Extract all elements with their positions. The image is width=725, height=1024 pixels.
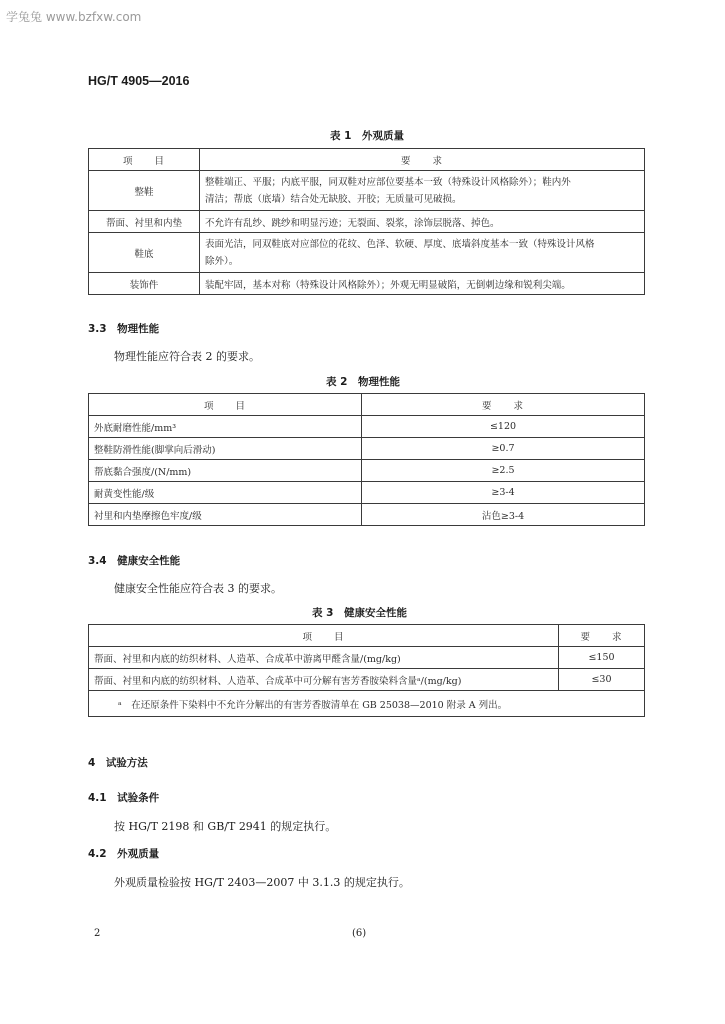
table-row [89, 273, 645, 295]
table1-item: 鞋底 [89, 233, 200, 273]
section-4-heading: 4 试验方法 [88, 757, 148, 769]
section-4-2-text: 外观质量检验按 HG/T 2403—2007 中 3.1.3 的规定执行。 [114, 876, 410, 889]
table2-item: 衬里和内垫摩擦色牢度/级 [89, 504, 362, 526]
table2-req: 沾色≥3-4 [362, 504, 645, 526]
table2 [88, 393, 645, 526]
standard-code: HG/T 4905—2016 [88, 74, 190, 88]
table1-item: 装饰件 [89, 273, 200, 295]
table-row [89, 211, 645, 233]
table2-item: 外底耐磨性能/mm³ [89, 416, 362, 438]
table3 [88, 624, 645, 717]
table2-caption: 表 2 物理性能 [326, 376, 400, 388]
table-row [89, 460, 645, 482]
table1 [88, 148, 645, 295]
table1-header-req: 要 求 [200, 149, 645, 171]
table2-req: ≥2.5 [362, 460, 645, 482]
table3-req: ≤30 [559, 669, 645, 691]
table2-item: 耐黄变性能/级 [89, 482, 362, 504]
table-row [89, 504, 645, 526]
table1-req: 整鞋端正、平服；内底平服，同双鞋对应部位要基本一致（特殊设计风格除外）；鞋内外 清洁；帮底（底墙）结合处无缺胶、开胶；无质量可见破损。 [200, 171, 645, 211]
table2-req: ≥0.7 [362, 438, 645, 460]
table1-item: 帮面、衬里和内垫 [89, 211, 200, 233]
table-row [89, 669, 645, 691]
table3-req: ≤150 [559, 647, 645, 669]
table-row [89, 482, 645, 504]
table-row [89, 171, 645, 211]
table3-header-req: 要 求 [559, 625, 645, 647]
table2-req: ≥3-4 [362, 482, 645, 504]
table2-item: 帮底黏合强度/(N/mm) [89, 460, 362, 482]
section-3-4-heading: 3.4 健康安全性能 [88, 555, 181, 567]
table1-req: 装配牢固，基本对称（特殊设计风格除外）；外观无明显破陷，无倒刺边缘和锐利尖端。 [200, 273, 645, 295]
table-row [89, 647, 645, 669]
section-3-3-text: 物理性能应符合表 2 的要求。 [114, 350, 260, 363]
table-row [89, 438, 645, 460]
table1-req: 不允许有乱纱、跳纱和明显污迹；无裂面、裂浆，涂饰层脱落、掉色。 [200, 211, 645, 233]
section-3-3-heading: 3.3 物理性能 [88, 323, 160, 335]
table3-caption: 表 3 健康安全性能 [312, 607, 407, 619]
table1-item: 整鞋 [89, 171, 200, 211]
table3-header-item: 项 目 [89, 625, 559, 647]
section-4-2-heading: 4.2 外观质量 [88, 848, 160, 860]
table3-item: 帮面、衬里和内底的纺织材料、人造革、合成革中游离甲醛含量/(mg/kg) [89, 647, 559, 669]
watermark: 学兔兔 www.bzfxw.com [6, 10, 142, 24]
page-number: 2 [94, 928, 101, 939]
table-row [89, 233, 645, 273]
section-4-1-heading: 4.1 试验条件 [88, 792, 160, 804]
table2-item: 整鞋防滑性能(脚掌向后滑动) [89, 438, 362, 460]
table3-item: 帮面、衬里和内底的纺织材料、人造革、合成革中可分解有害芳香胺染料含量ᵃ/(mg/kg) [89, 669, 559, 691]
table1-caption: 表 1 外观质量 [330, 130, 404, 142]
table1-req: 表面光洁，同双鞋底对应部位的花纹、色泽、软硬、厚度、底墙斜度基本一致（特殊设计风格 除外）。 [200, 233, 645, 273]
table3-footnote-row [89, 691, 645, 717]
section-3-4-text: 健康安全性能应符合表 3 的要求。 [114, 582, 282, 595]
table1-header-item: 项 目 [89, 149, 200, 171]
table-row [89, 416, 645, 438]
page-center-mark: (6) [352, 928, 367, 939]
table3-footnote: ᵃ 在还原条件下染料中不允许分解出的有害芳香胺清单在 GB 25038—2010 附录 A 列出。 [89, 691, 645, 717]
table2-header-req: 要 求 [362, 394, 645, 416]
section-4-1-text: 按 HG/T 2198 和 GB/T 2941 的规定执行。 [114, 820, 337, 833]
table2-req: ≤120 [362, 416, 645, 438]
table2-header-item: 项 目 [89, 394, 362, 416]
